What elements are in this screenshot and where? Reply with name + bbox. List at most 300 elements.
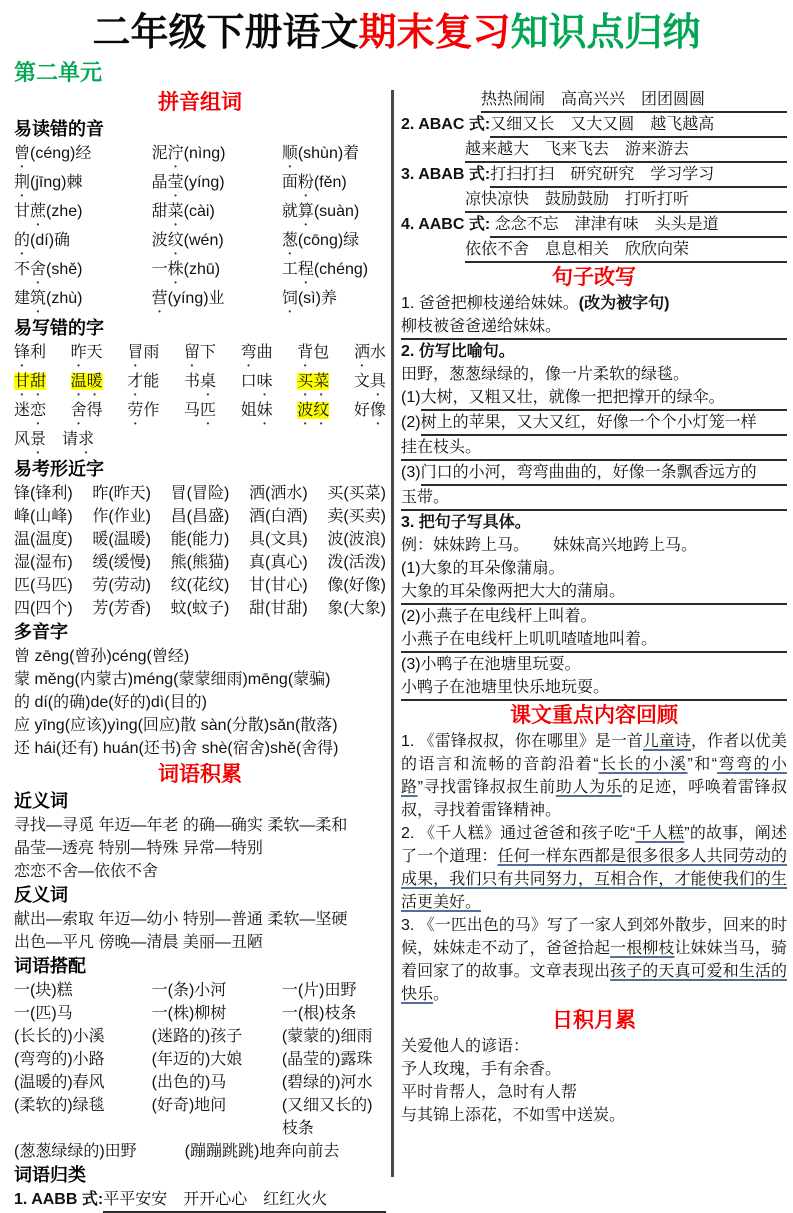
word-cell (171, 551, 230, 574)
word-cell (14, 551, 73, 574)
word-cell (14, 1071, 152, 1094)
word-cell (282, 1048, 386, 1071)
word-cell (14, 229, 152, 258)
text-segment (401, 238, 465, 261)
answer-blank (490, 113, 787, 138)
word-cell (282, 979, 386, 1002)
text-segment: (nìng) (183, 144, 226, 162)
text-line (14, 691, 386, 714)
text-segment: ”和“ (687, 755, 718, 773)
text-segment: 工 (281, 260, 298, 278)
answer-blank (401, 486, 787, 511)
word-cell (297, 341, 329, 370)
text-segment: 纹 (167, 231, 184, 249)
text-segment: 算 (297, 202, 314, 220)
word-cell (14, 1002, 152, 1025)
text-line (14, 837, 386, 860)
text-segment: 洒 (353, 343, 370, 361)
column-divider (391, 90, 394, 1177)
text-segment: 2. ABAC 式: (401, 115, 491, 133)
word-row (14, 142, 386, 171)
text-segment: 能 (143, 372, 160, 390)
word-cell (152, 1071, 282, 1094)
text-segment (46, 431, 62, 448)
text-segment: (céng)经 (30, 144, 92, 162)
text-segment: 好 (353, 401, 370, 419)
text-segment: (zhū) (183, 260, 221, 278)
text-segment: 小鸭子在池塘里快乐地玩耍。 (401, 678, 610, 696)
answer-blank (103, 1188, 386, 1213)
text-segment: 一(根)枝条 (281, 1004, 357, 1022)
text-segment: 例：妹妹跨上马。 妹妹高兴地跨上马。 (401, 536, 698, 554)
subsection-heading: 易考形近字 (14, 458, 104, 479)
text-segment: (柔软的)绿毯 (14, 1096, 105, 1114)
text-segment: 关爱他人的谚语： (401, 1037, 530, 1055)
text-line (401, 730, 787, 822)
word-cell (282, 229, 386, 258)
text-segment: (suàn) (313, 202, 360, 220)
text-segment: 蚊(蚊子) (170, 599, 230, 617)
text-segment: 马 (183, 401, 200, 419)
text-segment: 甘(甘心) (248, 576, 308, 594)
word-cell (14, 482, 73, 505)
text-line (401, 653, 787, 676)
text-segment: 4. AABC 式: (401, 215, 491, 233)
text-segment: 求 (78, 430, 95, 448)
text-segment: 温(温度) (14, 530, 73, 548)
text-segment (401, 88, 481, 111)
word-cell (127, 399, 159, 428)
text-line (401, 340, 787, 363)
text-segment: 予人玫瑰，手有余香。 (401, 1060, 562, 1078)
word-row (14, 258, 386, 287)
word-cell (14, 528, 73, 551)
text-segment: 波(波浪) (327, 530, 386, 548)
word-cell (14, 370, 46, 399)
text-segment: 舍 (70, 401, 87, 419)
page-title (0, 0, 793, 56)
text-segment: (1) (401, 388, 421, 406)
word-cell (282, 258, 386, 287)
answer-line (14, 1188, 386, 1213)
word-cell (152, 1025, 282, 1048)
word-cell (241, 399, 273, 428)
word-cell (14, 1025, 152, 1048)
text-segment: (长长的)小溪 (14, 1027, 105, 1045)
text-segment: 买菜 (297, 372, 330, 390)
subsection-heading: 多音字 (14, 621, 68, 642)
word-cell (249, 505, 308, 528)
text-segment: 的足迹，呼唤着雷锋叔叔，寻找着雷锋精神。 (401, 778, 787, 819)
word-cell (71, 341, 103, 370)
answer-line (401, 315, 787, 340)
subsection-heading: 易读错的音 (14, 118, 104, 139)
word-cell (249, 551, 308, 574)
text-segment: 作 (143, 401, 160, 419)
text-segment: 任何一样东西都是很多很多人共同劳动的成果，我们只有共同努力，互相合作，才能使我们的生活更美好。 (401, 847, 787, 911)
text-segment: ”的故事，阐述了一个道理： (401, 824, 787, 865)
text-segment: 舍 (30, 260, 47, 278)
word-cell (184, 399, 216, 428)
text-segment: 越来越大 飞来飞去 游来游去 (465, 140, 690, 158)
text-segment: 泥 (151, 144, 168, 162)
word-cell (14, 505, 73, 528)
text-line (401, 914, 787, 1006)
text-segment: (碧绿的)河水 (281, 1073, 373, 1091)
word-cell (249, 528, 308, 551)
text-segment: (wén) (183, 231, 224, 249)
subsection-heading: 词语搭配 (14, 955, 86, 976)
text-segment: 冒 (127, 343, 144, 361)
text-segment: (chéng) (313, 260, 369, 278)
text-segment: 曾 zēng(曾孙)céng(曾经) (14, 647, 190, 665)
text-segment: 2. 《千人糕》通过爸爸和孩子吃“ (401, 824, 636, 842)
text-segment: 大象的耳朵像两把大大的蒲扇。 (401, 582, 626, 600)
text-line (14, 668, 386, 691)
text-segment: 水 (369, 343, 386, 361)
text-line (401, 1058, 787, 1081)
text-segment: (出色的)马 (151, 1073, 227, 1091)
text-segment: 一(条)小河 (151, 981, 227, 999)
text-segment: (3)小鸭子在池塘里玩耍。 (401, 655, 581, 673)
text-segment: 请 (62, 430, 79, 448)
text-line (401, 822, 787, 914)
answer-line (401, 88, 787, 113)
word-row (14, 597, 386, 620)
word-cell (249, 597, 308, 620)
text-segment: (弯弯的)小路 (14, 1050, 105, 1068)
text-segment: 大树，又粗又壮，就像一把把撑开的绿伞。 (420, 388, 725, 406)
text-segment: (3) (401, 463, 421, 481)
text-segment: 恋 (30, 401, 47, 419)
text-segment: 不 (14, 260, 31, 278)
text-segment: 葱 (281, 231, 298, 249)
word-row (14, 551, 386, 574)
word-cell (14, 341, 46, 370)
word-cell (71, 399, 103, 428)
word-cell (184, 341, 216, 370)
answer-line (401, 628, 787, 653)
text-segment: 株 (167, 260, 184, 278)
text-segment: 营 (151, 289, 168, 307)
text-segment: 湿(湿布) (14, 553, 73, 571)
text-segment: 昌(昌盛) (170, 507, 230, 525)
text-segment: 小燕子在电线杆上叽叽喳喳地叫着。 (401, 630, 658, 648)
text-segment: 弯弯的小路 (401, 755, 787, 796)
word-row (14, 574, 386, 597)
text-line (14, 714, 386, 737)
text-segment: 才 (127, 372, 144, 390)
text-segment: 像 (369, 401, 386, 419)
text-segment: 迷 (14, 401, 31, 419)
text-segment: 出色—平凡 傍晚—清晨 美丽—丑陋 (14, 933, 263, 951)
text-segment: 念念不忘 津津有味 头头是道 (490, 215, 719, 233)
text-segment: (dí)确 (30, 231, 71, 249)
answer-blank (490, 213, 787, 238)
answer-line (401, 386, 787, 411)
unit-label: 第二单元 (14, 59, 103, 85)
word-row (14, 979, 386, 1002)
text-segment: 甘 (14, 202, 31, 220)
word-cell (92, 528, 151, 551)
subsection-heading: 易写错的字 (14, 317, 104, 338)
word-cell (327, 551, 386, 574)
text-segment: 挂在枝头。 (401, 438, 482, 456)
text-segment (401, 138, 465, 161)
word-cell (92, 505, 151, 528)
word-cell (354, 399, 386, 428)
text-segment: (cōng)绿 (297, 231, 360, 249)
answer-blank (481, 88, 787, 113)
text-segment: 树上的苹果，又大又红，好像一个个小灯笼一样 (420, 413, 757, 431)
section-heading: 拼音组词 (158, 90, 242, 114)
word-cell (152, 979, 282, 1002)
answer-line (401, 580, 787, 605)
text-segment: (zhe) (46, 202, 83, 220)
text-line (401, 1104, 787, 1127)
word-cell (152, 287, 282, 316)
answer-blank (421, 411, 787, 436)
text-segment: 3. 把句子写具体。 (401, 513, 531, 531)
answer-line (401, 676, 787, 701)
word-cell (327, 482, 386, 505)
word-cell (241, 341, 273, 370)
text-line (401, 534, 787, 557)
text-segment: 雨 (143, 343, 160, 361)
word-cell (297, 370, 329, 399)
text-segment: 面 (281, 173, 298, 191)
word-cell (71, 370, 103, 399)
text-line (14, 860, 386, 883)
text-segment: 一 (151, 260, 168, 278)
two-column-layout (0, 88, 793, 1213)
text-segment: 锋(锋利) (14, 484, 73, 502)
word-cell (282, 142, 386, 171)
text-segment: (cài) (183, 202, 215, 220)
text-segment: 助人为乐 (555, 778, 623, 796)
text-segment: 真(真心) (248, 553, 308, 571)
word-row (14, 171, 386, 200)
word-cell (92, 482, 151, 505)
title-part-red: 期末复习 (358, 12, 511, 54)
word-row (14, 1071, 386, 1094)
word-cell (327, 505, 386, 528)
word-cell (14, 597, 73, 620)
text-segment: 。 (433, 985, 450, 1003)
word-row (14, 1094, 386, 1140)
word-cell (92, 597, 151, 620)
text-segment: 让妹妹当马，骑着回家了的故事。文章表现出 (401, 939, 787, 980)
text-segment: ”寻找雷锋叔叔生前 (417, 778, 556, 796)
word-cell (14, 171, 152, 200)
text-segment: 卖(买卖) (327, 507, 386, 525)
word-cell (297, 399, 329, 428)
text-segment: 曾 (14, 144, 31, 162)
text-segment: 妹 (256, 401, 273, 419)
answer-line (401, 411, 787, 436)
text-segment: 具(文具) (248, 530, 308, 548)
text-segment: 打扫打扫 研究研究 学习学习 (490, 165, 715, 183)
word-cell (152, 1002, 282, 1025)
text-segment: (yíng)业 (167, 289, 225, 307)
text-segment: 昨 (70, 343, 87, 361)
word-row (14, 287, 386, 316)
text-segment: 晶 (151, 173, 168, 191)
text-segment: (yíng) (183, 173, 225, 191)
text-segment: 一(匹)马 (14, 1004, 73, 1022)
word-cell (282, 200, 386, 229)
text-segment: 玉带。 (401, 488, 450, 506)
text-segment: 一(块)糕 (14, 981, 73, 999)
text-segment: 孩子的天真可爱和生活的快乐 (401, 962, 787, 1003)
word-cell (184, 370, 216, 399)
word-cell (14, 399, 46, 428)
text-segment: (zhù) (46, 289, 83, 307)
text-line (14, 908, 386, 931)
right-column (401, 88, 787, 1213)
text-segment: ，作者以优美的语言和流畅的音韵沿着“ (401, 732, 787, 773)
text-segment: 泞 (167, 144, 184, 162)
text-segment: 恋恋不舍—依依不舍 (14, 862, 159, 880)
text-segment: 匹(马匹) (14, 576, 73, 594)
text-segment: (温暖的)春风 (14, 1073, 105, 1091)
section-heading: 日积月累 (552, 1008, 636, 1032)
word-row (14, 1025, 386, 1048)
word-cell (241, 370, 273, 399)
word-row (14, 370, 386, 399)
word-cell (249, 574, 308, 597)
text-segment: 波纹 (297, 401, 330, 419)
word-cell (152, 258, 282, 287)
text-segment: 四(四个) (14, 599, 73, 617)
text-segment: 筑 (30, 289, 47, 307)
word-cell (171, 528, 230, 551)
text-segment: (好奇)地问 (151, 1096, 227, 1114)
text-segment: 菜 (167, 202, 184, 220)
word-cell (14, 287, 152, 316)
word-cell (152, 142, 282, 171)
word-row (14, 505, 386, 528)
word-row (14, 482, 386, 505)
text-segment: 与其锦上添花，不如雪中送炭。 (401, 1106, 626, 1124)
text-segment: 匹 (199, 401, 216, 419)
word-row (14, 528, 386, 551)
left-column (14, 88, 386, 1213)
text-segment: 文 (353, 372, 370, 390)
text-segment: 甘甜 (14, 372, 47, 390)
answer-blank (401, 436, 787, 461)
text-segment: 波 (151, 231, 168, 249)
text-segment: 一根柳枝 (610, 939, 675, 957)
text-segment: 得 (86, 401, 103, 419)
text-segment: (2) (401, 413, 421, 431)
text-segment: 3. ABAB 式: (401, 165, 491, 183)
text-segment: (改为被字句) (578, 294, 670, 312)
word-cell (249, 482, 308, 505)
text-segment: 象(大象) (327, 599, 386, 617)
text-segment: 千人糕 (635, 824, 685, 842)
subsection-heading: 词语归类 (14, 1164, 86, 1185)
text-segment: 芳(芳香) (92, 599, 151, 617)
answer-line (401, 238, 787, 263)
answer-blank (401, 315, 787, 340)
text-segment: (2)小燕子在电线杆上叫着。 (401, 607, 597, 625)
answer-blank (465, 238, 787, 263)
word-cell (152, 1048, 282, 1071)
text-segment: (jīng)棘 (30, 173, 83, 191)
subsection-heading: 反义词 (14, 884, 68, 905)
text-segment: (葱葱绿绿的)田野 (蹦蹦跳跳)地奔向前去 (14, 1142, 340, 1160)
word-cell (127, 370, 159, 399)
text-segment: 荆 (14, 173, 31, 191)
word-row (14, 1002, 386, 1025)
word-cell (14, 574, 73, 597)
word-cell (282, 1002, 386, 1025)
word-cell (171, 574, 230, 597)
text-segment: (1)大象的耳朵像蒲扇。 (401, 559, 565, 577)
text-segment: 具 (369, 372, 386, 390)
answer-blank (421, 386, 787, 411)
word-cell (92, 574, 151, 597)
word-row (14, 200, 386, 229)
word-row (14, 399, 386, 428)
text-line (14, 1140, 386, 1163)
text-segment: 桌 (199, 372, 216, 390)
text-segment: 1. AABB 式: (14, 1190, 104, 1208)
answer-blank (401, 628, 787, 653)
text-segment: 劳 (127, 401, 144, 419)
text-segment: 像(好像) (327, 576, 386, 594)
text-segment: 酒(白酒) (248, 507, 308, 525)
word-cell (14, 1048, 152, 1071)
word-cell (282, 1025, 386, 1048)
word-cell (92, 551, 151, 574)
text-segment: (shùn)着 (297, 144, 360, 162)
word-cell (354, 370, 386, 399)
text-segment: 门口的小河，弯弯曲曲的，好像一条飘香远方的 (420, 463, 757, 481)
text-segment: 蒙 měng(内蒙古)méng(蒙蒙细雨)mēng(蒙骗) (14, 670, 331, 688)
text-segment: 口 (240, 372, 257, 390)
text-segment: 能(能力) (170, 530, 230, 548)
text-segment: 饲 (281, 289, 298, 307)
text-segment: 一(片)田野 (281, 981, 357, 999)
text-segment: (年迈的)大娘 (151, 1050, 243, 1068)
text-segment: (蒙蒙的)细雨 (281, 1027, 373, 1045)
text-segment: (shě) (46, 260, 83, 278)
text-segment: 蔗 (30, 202, 47, 220)
word-cell (14, 258, 152, 287)
text-segment: 景 (30, 430, 47, 448)
text-segment: (sì)养 (297, 289, 337, 307)
answer-line (401, 436, 787, 461)
word-cell (127, 341, 159, 370)
answer-line (401, 113, 787, 138)
text-segment: 田野，葱葱绿绿的，像一片柔软的绿毯。 (401, 365, 690, 383)
text-segment: 泼(活泼) (327, 553, 386, 571)
text-segment: 莹 (167, 173, 184, 191)
text-segment: 寻找—寻觅 年迈—年老 的确—确实 柔软—柔和 (14, 816, 348, 834)
answer-line (401, 188, 787, 213)
text-segment: 晶莹—透亮 特别—特殊 异常—特别 (14, 839, 263, 857)
text-segment: (晶莹的)露珠 (281, 1050, 373, 1068)
text-segment: 建 (14, 289, 31, 307)
text-segment: 味 (256, 372, 273, 390)
text-line (401, 605, 787, 628)
text-segment: 应 yīng(应该)yìng(回应)散 sàn(分散)sǎn(散落) (14, 716, 338, 734)
answer-blank (421, 461, 787, 486)
text-segment: 1. 《雷锋叔叔，你在哪里》是一首 (401, 732, 643, 750)
text-segment: 热热闹闹 高高兴兴 团团圆圆 (481, 90, 706, 108)
